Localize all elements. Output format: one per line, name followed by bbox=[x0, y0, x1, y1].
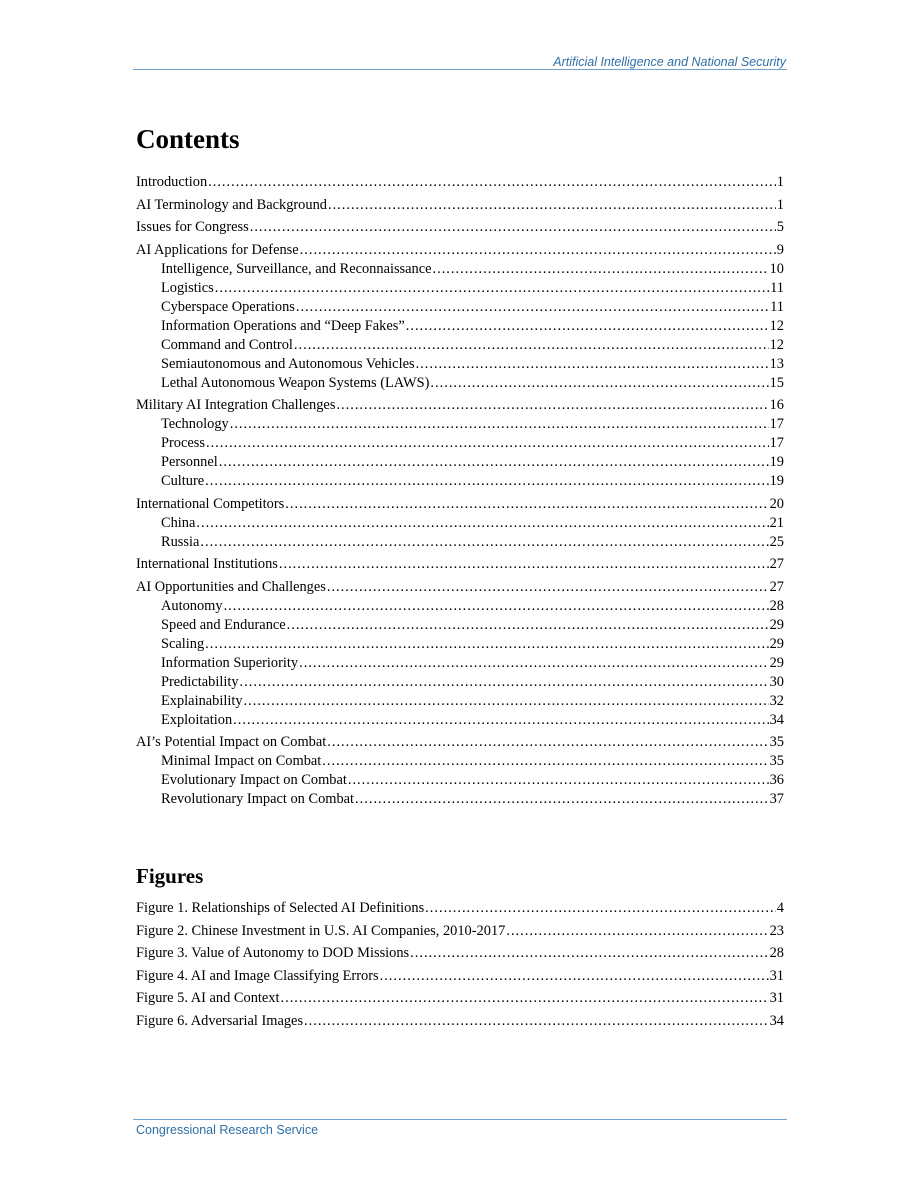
toc-entry[interactable] bbox=[136, 174, 784, 192]
dot-leader bbox=[322, 753, 768, 770]
entry-page-number: 32 bbox=[769, 692, 784, 709]
entry-page-number: 19 bbox=[769, 473, 784, 489]
entry-title: International Institutions bbox=[136, 556, 278, 572]
toc-entry[interactable] bbox=[136, 534, 784, 552]
entry-page-number: 4 bbox=[776, 900, 784, 916]
dot-leader bbox=[327, 579, 769, 596]
entry-page-number: 1 bbox=[776, 174, 784, 190]
contents-heading: Contents bbox=[136, 124, 240, 154]
entry-title: Exploitation bbox=[161, 711, 233, 728]
entry-title: Information Operations and “Deep Fakes” bbox=[161, 317, 405, 334]
entry-title: AI’s Potential Impact on Combat bbox=[136, 734, 327, 750]
entry-page-number: 10 bbox=[769, 260, 784, 277]
figure-entry[interactable] bbox=[136, 990, 784, 1008]
toc-entry[interactable] bbox=[136, 556, 784, 574]
entry-title: Minimal Impact on Combat bbox=[161, 753, 322, 769]
entry-page-number: 11 bbox=[770, 279, 784, 296]
toc-entry[interactable] bbox=[136, 280, 784, 298]
entry-page-number: 27 bbox=[769, 578, 784, 595]
dot-leader bbox=[240, 674, 769, 691]
dot-leader bbox=[294, 337, 769, 354]
entry-page-number: 16 bbox=[769, 397, 784, 413]
entry-title: Figure 1. Relationships of Selected AI Definitions bbox=[136, 900, 425, 916]
entry-title: Speed and Endurance bbox=[161, 616, 286, 633]
entry-title: Figure 4. AI and Image Classifying Errors bbox=[136, 967, 379, 984]
entry-page-number: 17 bbox=[769, 435, 784, 451]
entry-page-number: 11 bbox=[770, 298, 784, 315]
dot-leader bbox=[233, 712, 768, 729]
entry-page-number: 36 bbox=[769, 772, 784, 788]
toc-entry[interactable] bbox=[136, 496, 784, 514]
toc-entry[interactable] bbox=[136, 655, 784, 673]
entry-title: International Competitors bbox=[136, 495, 285, 512]
entry-title: Military AI Integration Challenges bbox=[136, 397, 336, 413]
dot-leader bbox=[416, 356, 769, 373]
toc-entry[interactable] bbox=[136, 617, 784, 635]
entry-title: Predictability bbox=[161, 673, 239, 690]
entry-title: Technology bbox=[161, 416, 229, 432]
entry-page-number: 9 bbox=[776, 241, 784, 258]
entry-page-number: 1 bbox=[776, 196, 784, 213]
footer-divider bbox=[133, 1119, 787, 1120]
entry-page-number: 19 bbox=[769, 454, 784, 470]
entry-page-number: 23 bbox=[769, 922, 784, 939]
entry-page-number: 28 bbox=[769, 945, 784, 961]
entry-title: Lethal Autonomous Weapon Systems (LAWS) bbox=[161, 374, 430, 391]
entry-page-number: 35 bbox=[769, 734, 784, 750]
entry-title: Process bbox=[161, 435, 205, 451]
entry-title: Semiautonomous and Autonomous Vehicles bbox=[161, 355, 415, 372]
dot-leader bbox=[327, 734, 768, 751]
toc-entry[interactable] bbox=[136, 356, 784, 374]
entry-page-number: 12 bbox=[769, 317, 784, 334]
toc-entry[interactable] bbox=[136, 454, 784, 472]
entry-page-number: 35 bbox=[769, 753, 784, 769]
toc-entry[interactable] bbox=[136, 473, 784, 491]
entry-title: Intelligence, Surveillance, and Reconnaissance bbox=[161, 260, 432, 277]
toc-entry[interactable] bbox=[136, 219, 784, 237]
entry-page-number: 15 bbox=[769, 374, 784, 391]
entry-title: Autonomy bbox=[161, 597, 223, 614]
dot-leader bbox=[244, 693, 769, 710]
entry-title: AI Terminology and Background bbox=[136, 196, 327, 213]
dot-leader bbox=[410, 945, 768, 962]
entry-title: Issues for Congress bbox=[136, 219, 249, 235]
entry-page-number: 29 bbox=[769, 616, 784, 633]
toc-entry[interactable] bbox=[136, 734, 784, 752]
dot-leader bbox=[425, 900, 776, 917]
toc-entry[interactable] bbox=[136, 416, 784, 434]
dot-leader bbox=[380, 968, 769, 985]
entry-title: AI Applications for Defense bbox=[136, 241, 299, 258]
entry-title: Command and Control bbox=[161, 336, 293, 353]
entry-title: Logistics bbox=[161, 279, 214, 296]
toc-entry[interactable] bbox=[136, 397, 784, 415]
dot-leader bbox=[336, 397, 768, 414]
dot-leader bbox=[328, 197, 776, 214]
entry-page-number: 31 bbox=[769, 990, 784, 1006]
toc-entry[interactable] bbox=[136, 579, 784, 597]
entry-page-number: 34 bbox=[769, 1012, 784, 1029]
dot-leader bbox=[215, 280, 769, 297]
toc-entry[interactable] bbox=[136, 515, 784, 533]
entry-title: Explainability bbox=[161, 692, 243, 709]
dot-leader bbox=[205, 636, 768, 653]
figure-entry[interactable] bbox=[136, 1013, 784, 1031]
entry-title: Evolutionary Impact on Combat bbox=[161, 772, 347, 788]
toc-entry[interactable] bbox=[136, 375, 784, 393]
dot-leader bbox=[196, 515, 768, 532]
entry-title: Personnel bbox=[161, 454, 218, 470]
figure-entry[interactable] bbox=[136, 945, 784, 963]
entry-title: China bbox=[161, 514, 196, 531]
entry-title: Figure 5. AI and Context bbox=[136, 990, 280, 1006]
dot-leader bbox=[406, 318, 769, 335]
dot-leader bbox=[304, 1013, 769, 1030]
entry-page-number: 37 bbox=[769, 791, 784, 807]
dot-leader bbox=[219, 454, 769, 471]
dot-leader bbox=[506, 923, 768, 940]
entry-page-number: 27 bbox=[769, 556, 784, 572]
dot-leader bbox=[208, 174, 776, 191]
figure-entry[interactable] bbox=[136, 900, 784, 918]
dot-leader bbox=[281, 990, 769, 1007]
toc-entry[interactable] bbox=[136, 242, 784, 260]
running-header-title: Artificial Intelligence and National Security bbox=[553, 55, 786, 69]
toc-entry[interactable] bbox=[136, 674, 784, 692]
entry-page-number: 31 bbox=[769, 967, 784, 984]
entry-page-number: 5 bbox=[776, 219, 784, 235]
dot-leader bbox=[200, 534, 768, 551]
figure-entry[interactable] bbox=[136, 968, 784, 986]
entry-page-number: 34 bbox=[769, 711, 784, 728]
footer-publisher: Congressional Research Service bbox=[136, 1123, 319, 1137]
entry-title: Information Superiority bbox=[161, 654, 299, 671]
toc-entry[interactable] bbox=[136, 772, 784, 790]
entry-title: Russia bbox=[161, 533, 200, 550]
dot-leader bbox=[348, 772, 769, 789]
dot-leader bbox=[224, 598, 769, 615]
toc-entry[interactable] bbox=[136, 299, 784, 317]
dot-leader bbox=[299, 655, 769, 672]
figure-entry[interactable] bbox=[136, 923, 784, 941]
entry-title: Introduction bbox=[136, 174, 208, 190]
toc-entry[interactable] bbox=[136, 261, 784, 279]
entry-page-number: 29 bbox=[769, 635, 784, 652]
toc-entry[interactable] bbox=[136, 197, 784, 215]
entry-page-number: 30 bbox=[769, 673, 784, 690]
entry-page-number: 17 bbox=[769, 416, 784, 432]
entry-page-number: 28 bbox=[769, 597, 784, 614]
toc-entry[interactable] bbox=[136, 712, 784, 730]
figures-heading: Figures bbox=[136, 864, 204, 888]
dot-leader bbox=[206, 435, 769, 452]
entry-page-number: 25 bbox=[769, 533, 784, 550]
toc-entry[interactable] bbox=[136, 435, 784, 453]
toc-entry[interactable] bbox=[136, 337, 784, 355]
entry-page-number: 12 bbox=[769, 336, 784, 353]
toc-entry[interactable] bbox=[136, 753, 784, 771]
toc-entry[interactable] bbox=[136, 693, 784, 711]
dot-leader bbox=[433, 261, 769, 278]
figures-list bbox=[136, 900, 784, 1031]
dot-leader bbox=[205, 473, 768, 490]
dot-leader bbox=[355, 791, 769, 808]
dot-leader bbox=[285, 496, 768, 513]
header-divider bbox=[133, 69, 787, 70]
toc-entry[interactable] bbox=[136, 636, 784, 654]
entry-title: Cyberspace Operations bbox=[161, 298, 295, 315]
toc-entry[interactable] bbox=[136, 318, 784, 336]
contents-list bbox=[136, 174, 784, 809]
toc-entry[interactable] bbox=[136, 791, 784, 809]
entry-title: AI Opportunities and Challenges bbox=[136, 578, 326, 595]
entry-page-number: 20 bbox=[769, 495, 784, 512]
dot-leader bbox=[300, 242, 776, 259]
entry-title: Figure 2. Chinese Investment in U.S. AI Companies, 2010-2017 bbox=[136, 922, 506, 939]
entry-title: Culture bbox=[161, 473, 205, 489]
entry-title: Scaling bbox=[161, 635, 205, 652]
dot-leader bbox=[430, 375, 768, 392]
dot-leader bbox=[250, 219, 776, 236]
entry-title: Figure 6. Adversarial Images bbox=[136, 1012, 304, 1029]
entry-page-number: 21 bbox=[769, 514, 784, 531]
dot-leader bbox=[287, 617, 769, 634]
dot-leader bbox=[296, 299, 769, 316]
entry-title: Figure 3. Value of Autonomy to DOD Missions bbox=[136, 945, 410, 961]
toc-entry[interactable] bbox=[136, 598, 784, 616]
entry-page-number: 13 bbox=[769, 355, 784, 372]
entry-title: Revolutionary Impact on Combat bbox=[161, 791, 355, 807]
dot-leader bbox=[279, 556, 769, 573]
dot-leader bbox=[230, 416, 769, 433]
entry-page-number: 29 bbox=[769, 654, 784, 671]
